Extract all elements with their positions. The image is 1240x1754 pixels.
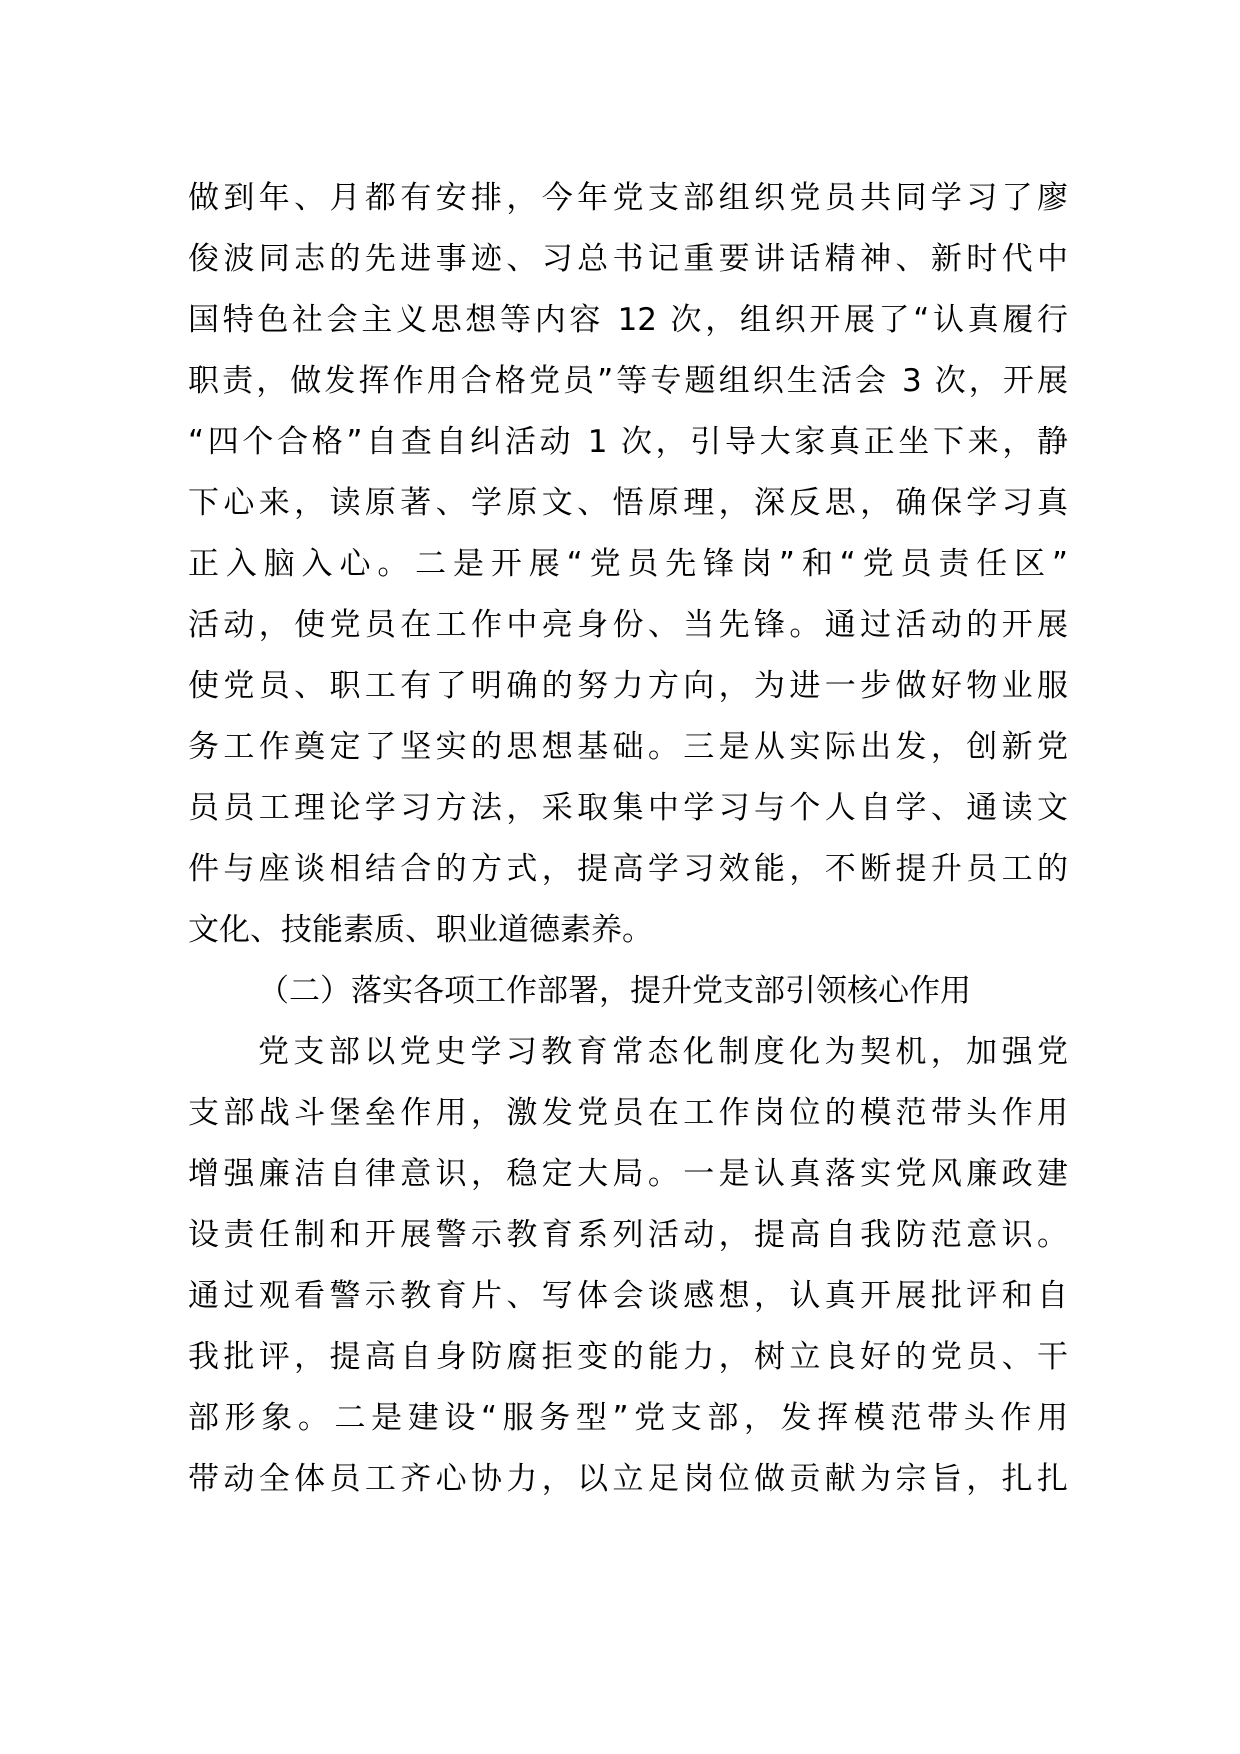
paragraph-line: 俊波同志的先进事迹、习总书记重要讲话精神、新时代中 [188, 241, 1068, 277]
paragraph-line: 国特色社会主义思想等内容 12 次，组织开展了“认真履行 [188, 302, 1068, 338]
paragraph-line: 部形象。二是建设“服务型”党支部，发挥模范带头作用 [188, 1400, 1068, 1436]
section-heading: （二）落实各项工作部署，提升党支部引领核心作用 [258, 973, 971, 1009]
paragraph-line: 职责，做发挥作用合格党员”等专题组织生活会 3 次，开展 [188, 363, 1068, 399]
paragraph-line: 通过观看警示教育片、写体会谈感想，认真开展批评和自 [188, 1278, 1068, 1314]
paragraph-line: 设责任制和开展警示教育系列活动，提高自我防范意识。 [188, 1217, 1068, 1253]
paragraph-line: 支部战斗堡垒作用，激发党员在工作岗位的模范带头作用 [188, 1095, 1068, 1131]
paragraph-line: 做到年、月都有安排，今年党支部组织党员共同学习了廖 [188, 180, 1068, 216]
paragraph-line: “四个合格”自查自纠活动 1 次，引导大家真正坐下来，静 [188, 424, 1068, 460]
paragraph-line: 正入脑入心。二是开展“党员先锋岗”和“党员责任区” [188, 546, 1068, 582]
paragraph-line: 使党员、职工有了明确的努力方向，为进一步做好物业服 [188, 668, 1068, 704]
paragraph-line: 员员工理论学习方法，采取集中学习与个人自学、通读文 [188, 790, 1068, 826]
paragraph-line: 带动全体员工齐心协力，以立足岗位做贡献为宗旨，扎扎 [188, 1461, 1068, 1497]
paragraph-line: 件与座谈相结合的方式，提高学习效能，不断提升员工的 [188, 851, 1068, 887]
paragraph-line: 下心来，读原著、学原文、悟原理，深反思，确保学习真 [188, 485, 1068, 521]
paragraph-line: 文化、技能素质、职业道德素养。 [188, 912, 653, 948]
paragraph-line: 增强廉洁自律意识，稳定大局。一是认真落实党风廉政建 [188, 1156, 1068, 1192]
paragraph-line: 我批评，提高自身防腐拒变的能力，树立良好的党员、干 [188, 1339, 1068, 1375]
paragraph-line: 务工作奠定了坚实的思想基础。三是从实际出发，创新党 [188, 729, 1068, 765]
paragraph-line: 党支部以党史学习教育常态化制度化为契机，加强党 [258, 1034, 1068, 1070]
paragraph-line: 活动，使党员在工作中亮身份、当先锋。通过活动的开展 [188, 607, 1068, 643]
